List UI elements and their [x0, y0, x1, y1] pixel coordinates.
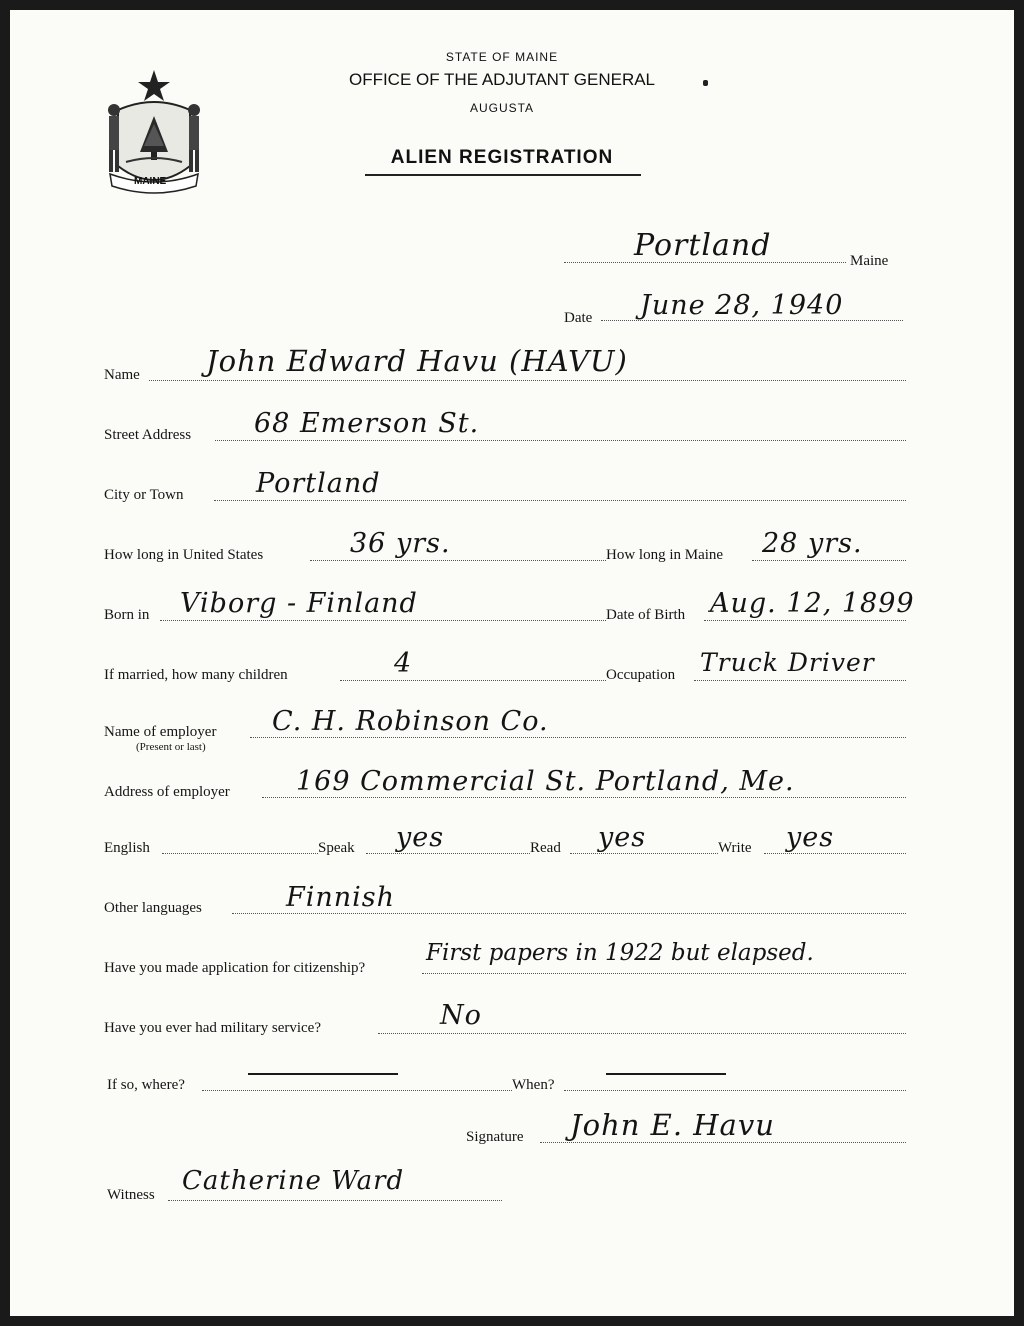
- speak-line: [366, 853, 530, 854]
- when-label: When?: [512, 1077, 555, 1093]
- city-label: City or Town: [104, 487, 184, 503]
- date-of-birth-label: Date of Birth: [606, 607, 686, 623]
- city-line: [214, 500, 906, 501]
- date-of-birth-line: [704, 620, 906, 621]
- write-value: yes: [786, 822, 835, 853]
- date-of-birth-value: Aug. 12, 1899: [710, 588, 915, 619]
- children-line: [340, 680, 606, 681]
- military-label: Have you ever had military service?: [104, 1020, 321, 1036]
- citizenship-value: First papers in 1922 but elapsed.: [426, 940, 814, 966]
- name-line: [149, 380, 906, 381]
- where-label: If so, where?: [107, 1077, 185, 1093]
- street-value: 68 Emerson St.: [254, 408, 480, 439]
- other-languages-label: Other languages: [104, 900, 202, 916]
- occupation-label: Occupation: [606, 667, 676, 683]
- other-languages-line: [232, 913, 906, 914]
- how-long-us-label: How long in United States: [104, 547, 264, 563]
- citizenship-line: [422, 973, 906, 974]
- city-heading: AUGUSTA: [469, 101, 535, 115]
- form-title-underline: [365, 174, 641, 176]
- employer-address-value: 169 Commercial St. Portland, Me.: [296, 766, 795, 797]
- where-line: [202, 1090, 512, 1091]
- state-heading: STATE OF MAINE: [445, 50, 559, 64]
- signature-value: John E. Havu: [570, 1108, 775, 1142]
- read-label: Read: [530, 840, 561, 856]
- employer-value: C. H. Robinson Co.: [272, 706, 549, 737]
- place-value: Portland: [634, 228, 772, 263]
- employer-address-line: [262, 797, 906, 798]
- other-languages-value: Finnish: [286, 882, 396, 913]
- street-line: [215, 440, 906, 441]
- read-line: [570, 853, 718, 854]
- children-label: If married, how many children: [104, 667, 288, 683]
- occupation-line: [694, 680, 906, 681]
- mark-dot: [703, 80, 708, 86]
- english-line-1: [162, 853, 318, 854]
- signature-line: [540, 1142, 906, 1143]
- military-value: No: [440, 1000, 482, 1031]
- employer-sublabel: (Present or last): [136, 741, 206, 753]
- when-line: [564, 1090, 906, 1091]
- write-line: [764, 853, 906, 854]
- name-label: Name: [104, 367, 140, 383]
- born-in-line: [160, 620, 606, 621]
- witness-value: Catherine Ward: [182, 1166, 405, 1196]
- street-label: Street Address: [104, 427, 192, 443]
- military-line: [378, 1033, 906, 1034]
- write-label: Write: [718, 840, 752, 856]
- employer-label: Name of employer: [104, 724, 217, 740]
- where-dash: [248, 1073, 398, 1075]
- how-long-maine-value: 28 yrs.: [762, 528, 863, 559]
- employer-address-label: Address of employer: [104, 784, 230, 800]
- maine-state-seal-icon: [100, 66, 208, 196]
- date-value: June 28, 1940: [640, 290, 844, 321]
- english-label: English: [104, 840, 150, 856]
- born-in-value: Viborg - Finland: [180, 588, 418, 619]
- read-value: yes: [598, 822, 647, 853]
- speak-value: yes: [396, 822, 445, 853]
- witness-line: [168, 1200, 502, 1201]
- seal-banner-text: MAINE: [134, 176, 167, 187]
- city-value: Portland: [256, 468, 381, 499]
- occupation-value: Truck Driver: [700, 648, 875, 677]
- date-label: Date: [564, 310, 593, 326]
- registration-form: [10, 10, 1014, 1316]
- signature-label: Signature: [466, 1129, 524, 1145]
- name-value: John Edward Havu (HAVU): [206, 344, 628, 378]
- how-long-us-value: 36 yrs.: [350, 528, 451, 559]
- how-long-maine-label: How long in Maine: [606, 547, 724, 563]
- place-suffix: Maine: [850, 253, 889, 269]
- employer-line: [250, 737, 906, 738]
- born-in-label: Born in: [104, 607, 150, 623]
- office-heading: OFFICE OF THE ADJUTANT GENERAL: [348, 70, 656, 89]
- form-title: ALIEN REGISTRATION: [390, 147, 614, 168]
- when-dash: [606, 1073, 726, 1075]
- children-value: 4: [394, 648, 413, 679]
- how-long-us-line: [310, 560, 606, 561]
- speak-label: Speak: [318, 840, 355, 856]
- citizenship-label: Have you made application for citizenship?: [104, 960, 366, 976]
- witness-label: Witness: [107, 1187, 155, 1203]
- how-long-maine-line: [752, 560, 906, 561]
